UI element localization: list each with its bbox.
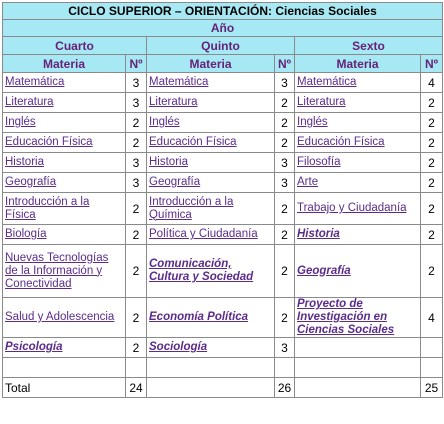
subject-link[interactable]: Literatura [3, 93, 126, 113]
grade-header-quinto: Quinto [147, 37, 295, 55]
subject-link[interactable]: Inglés [3, 113, 126, 133]
hours-cell: 4 [421, 298, 443, 338]
hours-cell: 3 [275, 173, 295, 193]
hours-cell: 2 [126, 338, 147, 358]
hours-cell: 3 [275, 338, 295, 358]
hours-column-header: Nº [275, 55, 295, 73]
subject-link[interactable]: Salud y Adolescencia [3, 298, 126, 338]
subject-link[interactable]: Inglés [295, 113, 421, 133]
subject-column-header: Materia [147, 55, 275, 73]
empty-cell [147, 358, 275, 378]
empty-cell [295, 358, 421, 378]
subject-link[interactable]: Historia [295, 225, 421, 245]
subject-link[interactable]: Nuevas Tecnologías de la Información y Conectividad [3, 245, 126, 298]
subject-link[interactable]: Introducción a la Física [3, 193, 126, 225]
table-row [3, 113, 443, 133]
empty-cell [295, 338, 421, 358]
hours-column-header: Nº [126, 55, 147, 73]
hours-cell: 3 [275, 73, 295, 93]
hours-cell: 2 [275, 93, 295, 113]
hours-cell: 3 [126, 153, 147, 173]
year-header: Año [3, 20, 443, 37]
subject-link[interactable]: Trabajo y Ciudadanía [295, 193, 421, 225]
subject-column-header: Materia [3, 55, 126, 73]
subject-link[interactable]: Introducción a la Química [147, 193, 275, 225]
grade-header-cuarto: Cuarto [3, 37, 147, 55]
hours-cell: 2 [421, 153, 443, 173]
subject-link[interactable]: Literatura [295, 93, 421, 113]
hours-cell: 2 [126, 113, 147, 133]
subject-column-header: Materia [295, 55, 421, 73]
subject-link[interactable]: Sociología [147, 338, 275, 358]
table-row [3, 245, 443, 298]
total-label: Total [3, 378, 126, 398]
subject-link[interactable]: Historia [147, 153, 275, 173]
total-hours: 25 [421, 378, 443, 398]
subject-link[interactable]: Filosofía [295, 153, 421, 173]
subject-link[interactable]: Comunicación, Cultura y Sociedad [147, 245, 275, 298]
hours-cell: 2 [126, 298, 147, 338]
hours-cell [126, 358, 147, 378]
subject-link[interactable]: Historia [3, 153, 126, 173]
table-row [3, 193, 443, 225]
empty-cell [147, 378, 275, 398]
subject-link[interactable]: Psicología [3, 338, 126, 358]
hours-cell: 2 [421, 245, 443, 298]
table-row [3, 133, 443, 153]
hours-cell: 3 [126, 73, 147, 93]
hours-cell: 2 [421, 193, 443, 225]
subject-link[interactable]: Proyecto de Investigación en Ciencias Sociales [295, 298, 421, 338]
curriculum-table [2, 2, 443, 398]
subject-link[interactable]: Educación Física [3, 133, 126, 153]
grade-header-sexto: Sexto [295, 37, 443, 55]
hours-cell: 2 [275, 193, 295, 225]
total-hours: 24 [126, 378, 147, 398]
table-row [3, 73, 443, 93]
hours-cell: 3 [126, 173, 147, 193]
subject-link[interactable]: Matemática [3, 73, 126, 93]
table-row [3, 298, 443, 338]
subject-link[interactable]: Educación Física [295, 133, 421, 153]
hours-cell: 2 [421, 173, 443, 193]
subject-link[interactable]: Inglés [147, 113, 275, 133]
table-row [3, 225, 443, 245]
subject-link[interactable]: Literatura [147, 93, 275, 113]
hours-cell: 4 [421, 73, 443, 93]
hours-column-header: Nº [421, 55, 443, 73]
table-title: CICLO SUPERIOR – ORIENTACIÓN: Ciencias Sociales [3, 3, 443, 20]
hours-cell: 2 [275, 245, 295, 298]
hours-cell: 3 [126, 93, 147, 113]
subject-link[interactable]: Geografía [147, 173, 275, 193]
hours-cell [275, 358, 295, 378]
hours-cell: 2 [126, 225, 147, 245]
hours-cell: 2 [421, 133, 443, 153]
hours-cell: 2 [275, 225, 295, 245]
table-row [3, 153, 443, 173]
subject-link[interactable]: Política y Ciudadanía [147, 225, 275, 245]
hours-cell [421, 338, 443, 358]
empty-cell [3, 358, 126, 378]
table-row [3, 358, 443, 378]
subject-link[interactable]: Arte [295, 173, 421, 193]
hours-cell: 2 [126, 133, 147, 153]
hours-cell [421, 358, 443, 378]
hours-cell: 2 [126, 193, 147, 225]
hours-cell: 2 [275, 113, 295, 133]
table-row [3, 338, 443, 358]
subject-link[interactable]: Geografía [295, 245, 421, 298]
empty-cell [295, 378, 421, 398]
table-row [3, 93, 443, 113]
subject-link[interactable]: Matemática [147, 73, 275, 93]
subject-link[interactable]: Geografía [3, 173, 126, 193]
hours-cell: 3 [275, 153, 295, 173]
subject-link[interactable]: Economía Política [147, 298, 275, 338]
total-row [3, 378, 443, 398]
hours-cell: 2 [275, 298, 295, 338]
subject-link[interactable]: Matemática [295, 73, 421, 93]
total-hours: 26 [275, 378, 295, 398]
hours-cell: 2 [421, 225, 443, 245]
subject-link[interactable]: Educación Física [147, 133, 275, 153]
hours-cell: 2 [421, 93, 443, 113]
hours-cell: 2 [126, 245, 147, 298]
table-row [3, 173, 443, 193]
hours-cell: 2 [275, 133, 295, 153]
hours-cell: 2 [421, 113, 443, 133]
subject-link[interactable]: Biología [3, 225, 126, 245]
